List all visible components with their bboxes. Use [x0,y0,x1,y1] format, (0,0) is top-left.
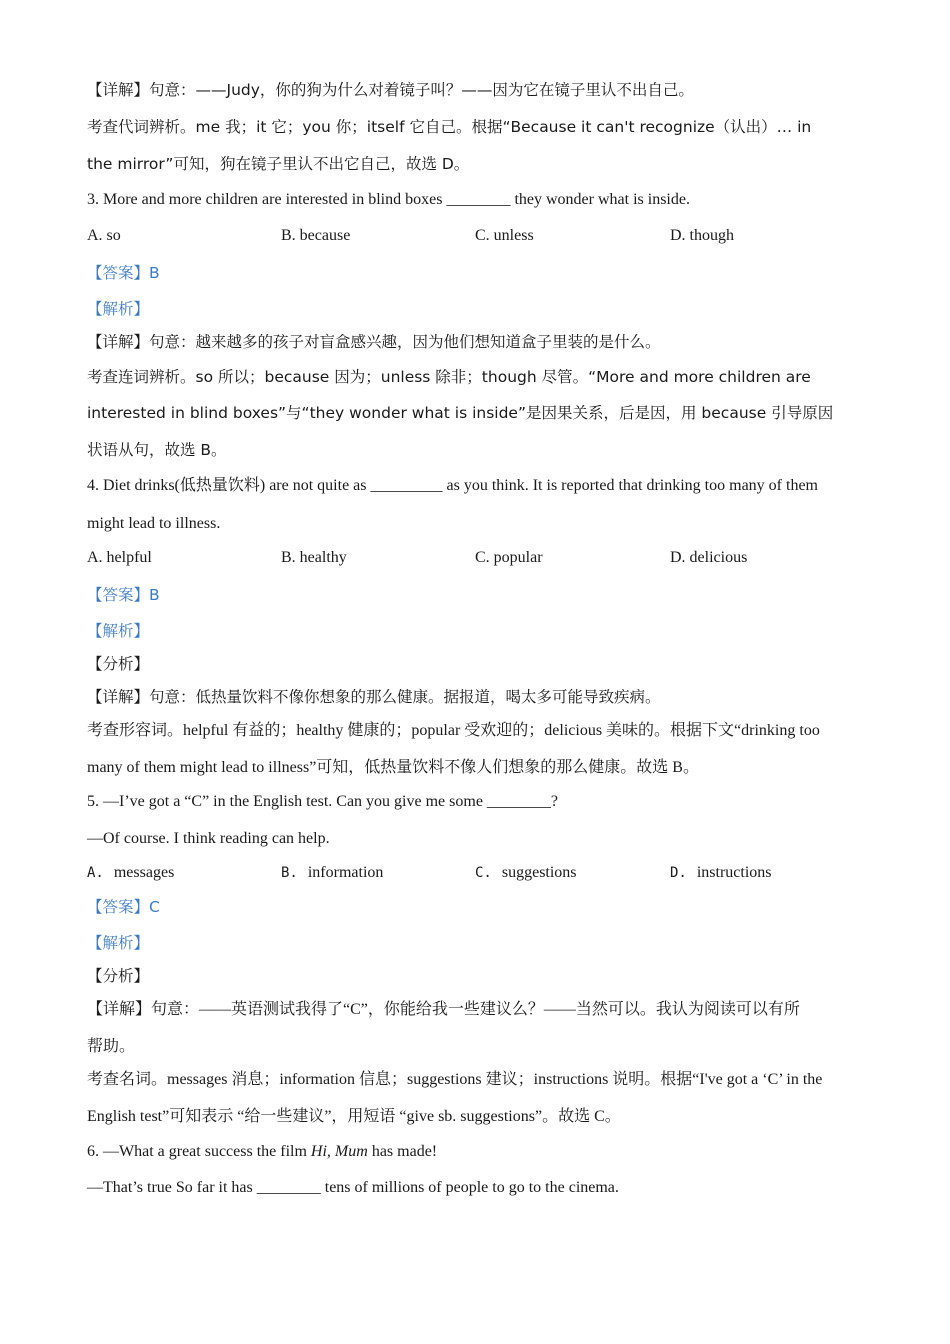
q2-analysis-line-1: 考查代词辨析。me 我；it 它；you 你；itself 它自己。根据“Because it can't recognize（认出）… in [87,118,812,136]
q4-option-c: C. popular [475,549,543,566]
q5-option-c-text: suggestions [501,864,577,881]
q5-option-c [475,862,577,884]
q3-option-a: A. so [87,227,121,244]
q4-option-b: B. healthy [281,549,347,566]
q5-option-b-text: information [307,864,384,881]
q5-option-c-label: C. [475,865,492,881]
q4-jiexi-heading: 【解析】 [87,622,150,640]
q3-detail: 【详解】句意：越来越多的孩子对盲盒感兴趣，因为他们想知道盒子里装的是什么。 [87,333,661,351]
q6-stem-line-2: —That’s true So far it has ________ tens of millions of people to go to the cinema. [87,1179,619,1196]
q3-stem: 3. More and more children are interested in blind boxes ________ they wonder what is inside. [87,191,690,208]
q5-option-d-text: instructions [696,864,772,881]
q4-stem-line-2: might lead to illness. [87,515,221,532]
q3-analysis-line-2: interested in blind boxes”与“they wonder what is inside”是因果关系，后是因，用 because 引导原因 [87,404,834,422]
q5-stem-line-1: 5. —I’ve got a “C” in the English test. Can you give me some ________? [87,793,559,810]
q2-detail: 【详解】句意：——Judy，你的狗为什么对着镜子叫？——因为它在镜子里认不出自己。 [87,81,694,99]
q5-analysis-line-1: 考查名词。messages 消息；information 信息；suggestions 建议；instructions 说明。根据“I've got a ‘C’ in the [87,1071,823,1088]
q5-fenxi-heading: 【分析】 [87,967,150,985]
q5-option-d-label: D. [670,865,687,881]
q4-detail: 【详解】句意：低热量饮料不像你想象的那么健康。据报道，喝太多可能导致疾病。 [87,688,661,706]
q4-analysis-line-1: 考查形容词。helpful 有益的；healthy 健康的；popular 受欢迎的；delicious 美味的。根据下文“drinking too [87,722,820,739]
q5-option-b-label: B. [281,865,298,881]
q6-film-title: Hi, Mum [310,1143,368,1160]
q5-detail-line-1: 【详解】句意：——英语测试我得了“C”，你能给我一些建议么？——当然可以。我认为阅读可以有所 [87,1001,800,1018]
q5-option-d [670,862,772,884]
q2-analysis-line-2: the mirror”可知，狗在镜子里认不出它自己，故选 D。 [87,155,470,173]
q5-detail-line-2: 帮助。 [87,1038,136,1055]
q4-answer: 【答案】B [87,586,160,604]
q3-option-c: C. unless [475,227,534,244]
q5-stem-line-2: —Of course. I think reading can help. [87,830,330,847]
q5-jiexi-heading: 【解析】 [87,934,150,952]
q5-option-b [281,862,383,884]
q6-stem-suffix: has made! [367,1143,438,1160]
q4-option-a: A. helpful [87,549,152,566]
q5-answer: 【答案】C [87,898,160,916]
q4-stem-line-1: 4. Diet drinks(低热量饮料) are not quite as _________ as you think. It is reported that drinking too many of them [87,477,818,494]
q4-fenxi-heading: 【分析】 [87,655,150,673]
q6-stem-prefix: 6. —What a great success the film [87,1143,311,1160]
q5-option-a-label: A. [87,865,104,881]
q4-analysis-line-2: many of them might lead to illness”可知，低热量饮料不像人们想象的那么健康。故选 B。 [87,759,699,776]
q6-stem-line-1 [87,1141,437,1163]
q3-option-d: D. though [670,227,734,244]
q3-answer: 【答案】B [87,264,160,282]
q5-analysis-line-2: English test”可知表示 “给一些建议”，用短语 “give sb. suggestions”。故选 C。 [87,1108,621,1125]
q3-analysis-line-3: 状语从句，故选 B。 [87,441,227,459]
q4-option-d: D. delicious [670,549,748,566]
q3-option-b: B. because [281,227,351,244]
q3-jiexi-heading: 【解析】 [87,300,150,318]
q3-analysis-line-1: 考查连词辨析。so 所以；because 因为；unless 除非；though 尽管。“More and more children are [87,368,811,386]
q5-option-a-text: messages [113,864,175,881]
q5-option-a [87,862,174,884]
